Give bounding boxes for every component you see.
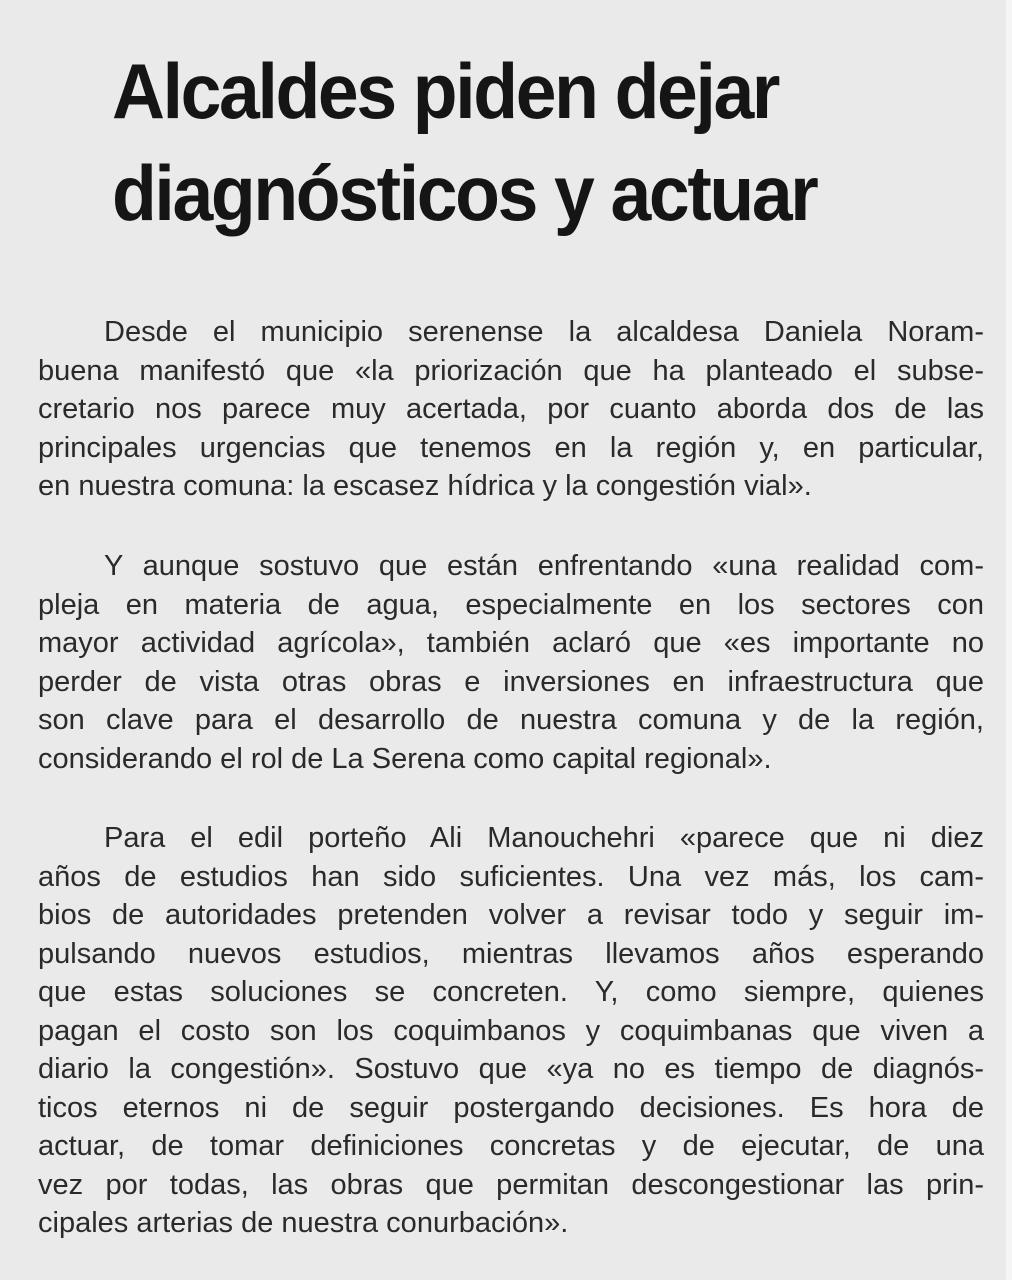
headline-line: diagnósticos y actuar bbox=[112, 149, 817, 237]
text-line: considerando el rol de La Serena como capital regional». bbox=[38, 742, 772, 775]
text-line: perder de vista otras obras e inversiones en infraestructura que bbox=[38, 665, 984, 698]
paragraph-manouchehri bbox=[38, 819, 984, 1243]
text-line: pagan el costo son los coquimbanos y coquimbanas que viven a bbox=[38, 1014, 984, 1047]
text-line: ticos eternos ni de seguir postergando decisiones. Es hora de bbox=[38, 1091, 984, 1124]
text-line: son clave para el desarrollo de nuestra comuna y de la región, bbox=[38, 704, 984, 736]
text-line: años de estudios han sido suficientes. Una vez más, los cam- bbox=[38, 860, 984, 893]
headline bbox=[112, 40, 920, 244]
paragraph-water-reality bbox=[38, 547, 984, 778]
text-line: bios de autoridades pretenden volver a revisar todo y seguir im- bbox=[38, 899, 984, 931]
text-line: Y aunque sostuvo que están enfrentando «una realidad com- bbox=[104, 550, 984, 582]
text-line: Para el edil porteño Ali Manouchehri «parece que ni diez bbox=[104, 822, 984, 854]
headline-line: Alcaldes piden dejar bbox=[112, 47, 779, 135]
text-line: que estas soluciones se concreten. Y, como siempre, quienes bbox=[38, 976, 984, 1008]
text-line: cipales arterias de nuestra conurbación». bbox=[38, 1207, 569, 1239]
text-line: pulsando nuevos estudios, mientras llevamos años esperando bbox=[38, 937, 984, 970]
text-line: vez por todas, las obras que permitan descongestionar las prin- bbox=[38, 1168, 984, 1201]
text-line: mayor actividad agrícola», también aclaró que «es importante no bbox=[38, 627, 984, 659]
text-line: cretario nos parece muy acertada, por cuanto aborda dos de las bbox=[38, 393, 984, 425]
paragraph-noranbuena bbox=[38, 313, 984, 506]
text-line: en nuestra comuna: la escasez hídrica y la congestión vial». bbox=[38, 470, 812, 502]
text-line: diario la congestión». Sostuvo que «ya no es tiempo de diagnós- bbox=[38, 1053, 984, 1085]
text-line: buena manifestó que «la priorización que ha planteado el subse- bbox=[38, 354, 984, 387]
text-line: Desde el municipio serenense la alcaldesa Daniela Noram- bbox=[104, 316, 984, 348]
text-line: actuar, de tomar definiciones concretas y de ejecutar, de una bbox=[38, 1130, 984, 1162]
text-line: principales urgencias que tenemos en la región y, en particular, bbox=[38, 431, 984, 464]
text-line: pleja en materia de agua, especialmente en los sectores con bbox=[38, 588, 984, 621]
